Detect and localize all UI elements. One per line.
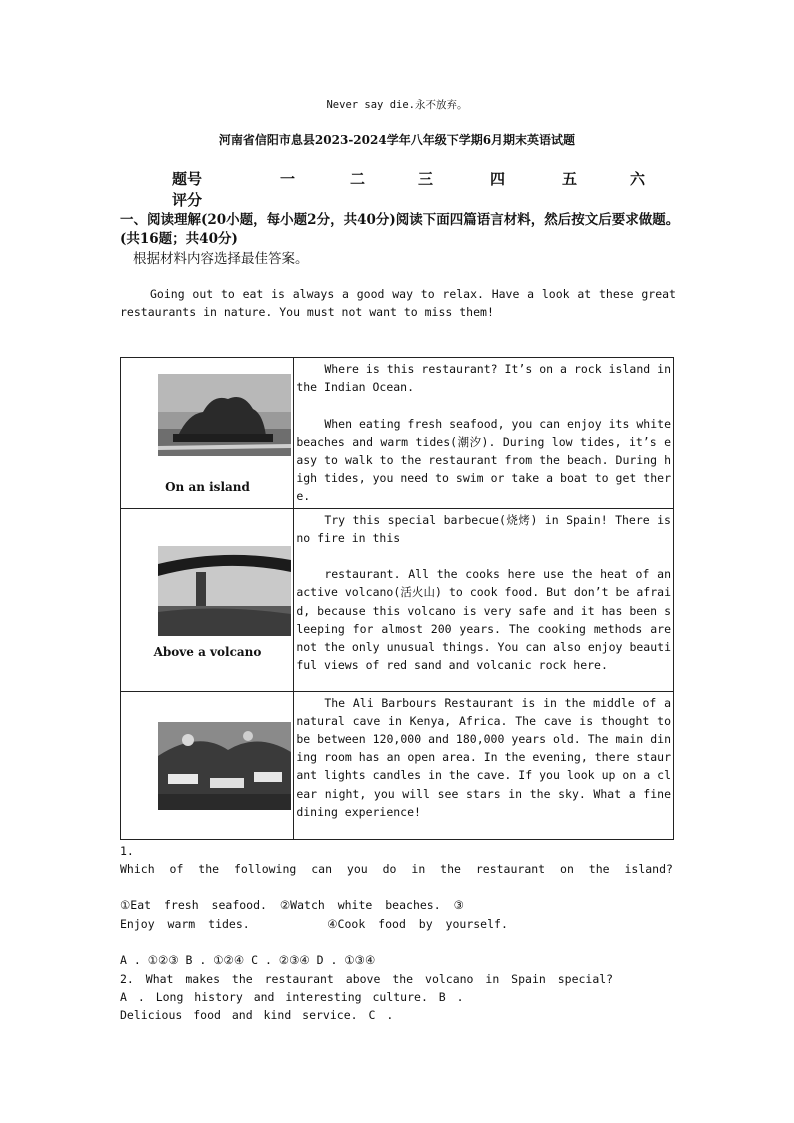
page-title: 河南省信阳市息县2023-2024学年八年级下学期6月期末英语试题 <box>218 133 576 147</box>
passage-paragraph <box>294 692 673 823</box>
motto: Never say die.永不放弃。 <box>326 99 468 111</box>
picture-cell <box>121 508 294 691</box>
question-2-option-line: A . Long history and interesting culture. B . <box>120 990 464 1004</box>
volcano-photo <box>158 546 291 636</box>
passage-paragraph <box>294 509 673 677</box>
score-column-4: 四 <box>490 170 506 188</box>
passage-intro <box>120 285 676 321</box>
score-column-3: 三 <box>418 170 434 188</box>
question-1-items-line2: Enjoy warm tides. ④Cook food by yourself. <box>120 917 508 931</box>
question-2-option-line: Delicious food and kind service. C . <box>120 1008 394 1022</box>
image-caption: On an island <box>165 480 250 494</box>
question-1-stem: Which of the following can you do in the restaurant on the island? <box>120 862 673 876</box>
question-2-stem: 2. What makes the restaurant above the volcano in Spain special? <box>120 972 614 986</box>
table-row <box>121 691 674 839</box>
score-column-6: 六 <box>630 170 646 188</box>
text-cell <box>294 691 674 839</box>
cave-photo <box>158 722 291 810</box>
restaurant-table <box>120 357 674 840</box>
score-label-score: 评分 <box>172 191 203 209</box>
table-row <box>121 508 674 691</box>
paragraph-text: Where is this restaurant? It’s on a rock island in the Indian Ocean. <box>296 362 671 395</box>
picture-cell <box>121 691 294 839</box>
island-photo <box>158 374 291 456</box>
section-instruction: 根据材料内容选择最佳答案。 <box>133 251 309 267</box>
text-cell <box>294 358 674 509</box>
score-column-2: 二 <box>350 170 366 188</box>
question-1-options: A . ①②③ B . ①②④ C . ②③④ D . ①③④ <box>120 953 376 967</box>
score-label-number: 题号 <box>172 170 203 188</box>
question-1-items-line1: ①Eat fresh seafood. ②Watch white beaches. ③ <box>120 898 464 912</box>
paragraph-text: When eating fresh seafood, you can enjoy its white beaches and warm tides(潮汐). During low tides, it’s easy to walk to the restaurant from the beach. During high tides, you need to swim or take a boat to get there. <box>296 416 671 504</box>
score-column-1: 一 <box>280 170 296 188</box>
passage-paragraph <box>294 358 673 508</box>
paragraph-text: The Ali Barbours Restaurant is in the middle of a natural cave in Kenya, Africa. The cave is thought to be between 120,000 and 180,000 years old. The main dining room has an open area. In the evening, there staurant lights candles in the cave. If you look up on a clear night, you will see stars in the sky. What a fine dining experience! <box>296 695 671 819</box>
section-heading: 一、阅读理解(20小题，每小题2分，共40分)阅读下面四篇语言材料，然后按文后要求做题。(共16题；共40分) <box>120 212 680 247</box>
passage-intro-text: Going out to eat is always a good way to relax. Have a look at these great restaurants in nature. You must not want to miss them! <box>120 287 676 319</box>
picture-cell <box>121 358 294 509</box>
paragraph-text: Try this special barbecue(烧烤) in Spain! There is no fire in this <box>296 512 671 545</box>
text-cell <box>294 508 674 691</box>
paragraph-text: restaurant. All the cooks here use the heat of an active volcano(活火山) to cook food. But don’t be afraid, because this volcano is very safe and it has been sleeping for almost 200 years. The cooking methods are not the only unusual things. You can also enjoy beautiful views of red sand and volcanic rock here. <box>296 567 671 673</box>
table-row <box>121 358 674 509</box>
score-column-5: 五 <box>562 170 578 188</box>
image-caption: Above a volcano <box>153 644 262 659</box>
question-1-number: 1. <box>120 844 134 858</box>
